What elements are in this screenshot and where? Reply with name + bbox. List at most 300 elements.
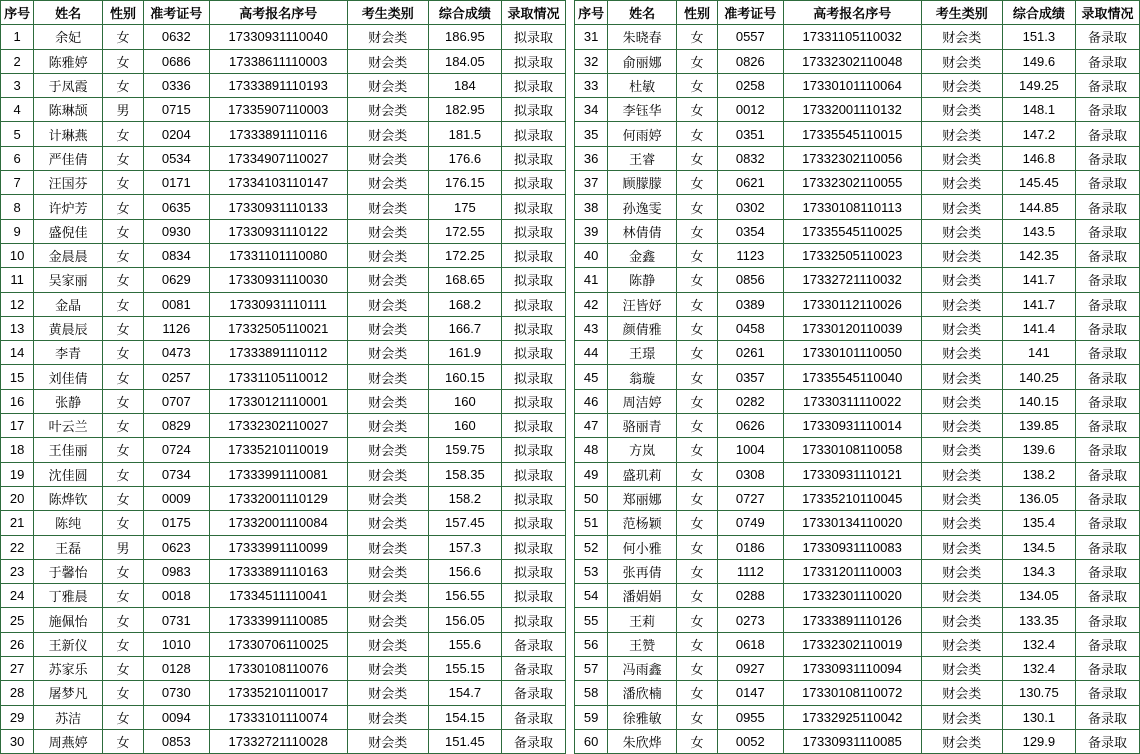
cell-gender: 男 [103, 535, 144, 559]
cell-admission-ticket: 0731 [144, 608, 210, 632]
table-row [575, 535, 1140, 559]
table-row [575, 486, 1140, 510]
cell-exam-registration-number: 17330101110050 [783, 341, 921, 365]
table-row [575, 292, 1140, 316]
cell-admission-status: 备录取 [1075, 559, 1139, 583]
table-row [1, 414, 566, 438]
cell-index: 27 [1, 657, 34, 681]
cell-admission-ticket: 0629 [144, 268, 210, 292]
cell-exam-registration-number: 17330121110001 [209, 389, 347, 413]
cell-exam-registration-number: 17335545110040 [783, 365, 921, 389]
cell-total-score: 139.85 [1002, 414, 1075, 438]
cell-candidate-category: 财会类 [921, 559, 1002, 583]
cell-exam-registration-number: 17334907110027 [209, 146, 347, 170]
cell-gender: 女 [677, 195, 718, 219]
cell-gender: 女 [103, 365, 144, 389]
cell-index: 29 [1, 705, 34, 729]
cell-admission-ticket: 0727 [718, 486, 784, 510]
cell-exam-registration-number: 17330931110083 [783, 535, 921, 559]
cell-exam-registration-number: 17330108110058 [783, 438, 921, 462]
cell-gender: 女 [677, 292, 718, 316]
column-header-exam-registration-number: 高考报名序号 [209, 1, 347, 25]
cell-name: 陈琳颉 [34, 98, 103, 122]
cell-gender: 女 [677, 171, 718, 195]
cell-exam-registration-number: 17332302110019 [783, 632, 921, 656]
cell-admission-status: 备录取 [1075, 462, 1139, 486]
cell-index: 36 [575, 146, 608, 170]
cell-admission-status: 拟录取 [501, 316, 565, 340]
cell-total-score: 166.7 [428, 316, 501, 340]
cell-exam-registration-number: 17334103110147 [209, 171, 347, 195]
cell-candidate-category: 财会类 [921, 25, 1002, 49]
cell-gender: 女 [103, 681, 144, 705]
column-header-total-score: 综合成绩 [428, 1, 501, 25]
cell-candidate-category: 财会类 [921, 268, 1002, 292]
cell-total-score: 151.45 [428, 729, 501, 753]
cell-gender: 女 [103, 705, 144, 729]
cell-admission-status: 拟录取 [501, 171, 565, 195]
cell-candidate-category: 财会类 [921, 462, 1002, 486]
cell-name: 林倩倩 [608, 219, 677, 243]
table-row [1, 486, 566, 510]
cell-total-score: 136.05 [1002, 486, 1075, 510]
cell-index: 48 [575, 438, 608, 462]
cell-candidate-category: 财会类 [921, 632, 1002, 656]
table-row [575, 511, 1140, 535]
cell-index: 58 [575, 681, 608, 705]
column-header-admission-ticket: 准考证号 [718, 1, 784, 25]
cell-name: 叶云兰 [34, 414, 103, 438]
table-row [1, 559, 566, 583]
cell-name: 屠梦凡 [34, 681, 103, 705]
cell-index: 51 [575, 511, 608, 535]
column-header-candidate-category: 考生类别 [347, 1, 428, 25]
cell-total-score: 141 [1002, 341, 1075, 365]
cell-admission-ticket: 0354 [718, 219, 784, 243]
cell-index: 28 [1, 681, 34, 705]
cell-admission-ticket: 0288 [718, 584, 784, 608]
table-row [575, 219, 1140, 243]
table-row [575, 268, 1140, 292]
cell-gender: 女 [677, 146, 718, 170]
cell-index: 55 [575, 608, 608, 632]
table-row [575, 584, 1140, 608]
cell-gender: 女 [103, 389, 144, 413]
cell-gender: 女 [677, 25, 718, 49]
cell-index: 46 [575, 389, 608, 413]
cell-name: 何小雅 [608, 535, 677, 559]
cell-gender: 女 [103, 171, 144, 195]
cell-total-score: 184.05 [428, 49, 501, 73]
cell-gender: 女 [677, 486, 718, 510]
cell-admission-status: 拟录取 [501, 559, 565, 583]
cell-name: 李钰华 [608, 98, 677, 122]
cell-name: 陈雅婷 [34, 49, 103, 73]
cell-admission-ticket: 0171 [144, 171, 210, 195]
cell-name: 徐雅敏 [608, 705, 677, 729]
cell-exam-registration-number: 17332302110055 [783, 171, 921, 195]
cell-index: 3 [1, 73, 34, 97]
cell-name: 周燕婷 [34, 729, 103, 753]
cell-admission-status: 备录取 [1075, 657, 1139, 681]
cell-gender: 女 [103, 219, 144, 243]
cell-gender: 女 [103, 414, 144, 438]
cell-index: 20 [1, 486, 34, 510]
cell-candidate-category: 财会类 [921, 316, 1002, 340]
table-row [1, 705, 566, 729]
cell-total-score: 141.7 [1002, 292, 1075, 316]
cell-name: 王佳丽 [34, 438, 103, 462]
cell-candidate-category: 财会类 [921, 608, 1002, 632]
cell-admission-status: 拟录取 [501, 414, 565, 438]
cell-exam-registration-number: 17335210110017 [209, 681, 347, 705]
cell-candidate-category: 财会类 [921, 535, 1002, 559]
cell-index: 21 [1, 511, 34, 535]
cell-index: 10 [1, 243, 34, 267]
cell-exam-registration-number: 17331105110032 [783, 25, 921, 49]
column-header-name: 姓名 [34, 1, 103, 25]
cell-exam-registration-number: 17330101110064 [783, 73, 921, 97]
cell-index: 13 [1, 316, 34, 340]
cell-total-score: 148.1 [1002, 98, 1075, 122]
cell-name: 陈静 [608, 268, 677, 292]
cell-index: 31 [575, 25, 608, 49]
cell-candidate-category: 财会类 [347, 632, 428, 656]
cell-exam-registration-number: 17330931110111 [209, 292, 347, 316]
cell-total-score: 144.85 [1002, 195, 1075, 219]
cell-admission-status: 拟录取 [501, 511, 565, 535]
cell-candidate-category: 财会类 [921, 486, 1002, 510]
cell-index: 7 [1, 171, 34, 195]
cell-exam-registration-number: 17333891110116 [209, 122, 347, 146]
cell-total-score: 161.9 [428, 341, 501, 365]
cell-gender: 女 [103, 49, 144, 73]
table-row [1, 316, 566, 340]
cell-exam-registration-number: 17331101110080 [209, 243, 347, 267]
cell-candidate-category: 财会类 [347, 316, 428, 340]
column-header-exam-registration-number: 高考报名序号 [783, 1, 921, 25]
table-row [1, 219, 566, 243]
cell-admission-status: 备录取 [501, 657, 565, 681]
cell-exam-registration-number: 17333891110193 [209, 73, 347, 97]
table-row [1, 73, 566, 97]
cell-index: 54 [575, 584, 608, 608]
table-row [575, 414, 1140, 438]
cell-exam-registration-number: 17331105110012 [209, 365, 347, 389]
cell-admission-ticket: 1123 [718, 243, 784, 267]
cell-total-score: 186.95 [428, 25, 501, 49]
table-row [1, 341, 566, 365]
cell-candidate-category: 财会类 [921, 414, 1002, 438]
cell-candidate-category: 财会类 [347, 657, 428, 681]
cell-exam-registration-number: 17334511110041 [209, 584, 347, 608]
cell-index: 56 [575, 632, 608, 656]
cell-admission-ticket: 0632 [144, 25, 210, 49]
cell-gender: 女 [677, 389, 718, 413]
cell-admission-status: 备录取 [1075, 73, 1139, 97]
table-row [575, 195, 1140, 219]
cell-gender: 女 [103, 632, 144, 656]
cell-gender: 男 [103, 98, 144, 122]
cell-candidate-category: 财会类 [347, 365, 428, 389]
cell-name: 王睿 [608, 146, 677, 170]
cell-admission-ticket: 0853 [144, 729, 210, 753]
cell-total-score: 158.35 [428, 462, 501, 486]
cell-admission-status: 备录取 [501, 705, 565, 729]
cell-gender: 女 [103, 146, 144, 170]
cell-candidate-category: 财会类 [347, 414, 428, 438]
cell-total-score: 156.05 [428, 608, 501, 632]
cell-admission-ticket: 0618 [718, 632, 784, 656]
cell-name: 王新仪 [34, 632, 103, 656]
table-row [1, 171, 566, 195]
cell-candidate-category: 财会类 [347, 122, 428, 146]
cell-gender: 女 [677, 316, 718, 340]
cell-index: 17 [1, 414, 34, 438]
cell-admission-status: 备录取 [1075, 268, 1139, 292]
cell-admission-status: 拟录取 [501, 219, 565, 243]
cell-candidate-category: 财会类 [347, 219, 428, 243]
cell-gender: 女 [103, 657, 144, 681]
cell-total-score: 134.05 [1002, 584, 1075, 608]
cell-admission-status: 备录取 [1075, 608, 1139, 632]
cell-gender: 女 [103, 729, 144, 753]
cell-admission-status: 备录取 [1075, 705, 1139, 729]
cell-gender: 女 [103, 122, 144, 146]
cell-name: 朱晓春 [608, 25, 677, 49]
cell-admission-status: 拟录取 [501, 243, 565, 267]
cell-candidate-category: 财会类 [921, 729, 1002, 753]
cell-name: 张再倩 [608, 559, 677, 583]
table-row [1, 729, 566, 753]
table-header-row [1, 1, 566, 25]
table-row [575, 316, 1140, 340]
cell-total-score: 142.35 [1002, 243, 1075, 267]
cell-exam-registration-number: 17330931110121 [783, 462, 921, 486]
table-row [575, 657, 1140, 681]
cell-exam-registration-number: 17333101110074 [209, 705, 347, 729]
table-row [575, 365, 1140, 389]
cell-total-score: 154.7 [428, 681, 501, 705]
cell-index: 43 [575, 316, 608, 340]
table-row [575, 438, 1140, 462]
cell-candidate-category: 财会类 [347, 438, 428, 462]
cell-candidate-category: 财会类 [347, 195, 428, 219]
cell-index: 45 [575, 365, 608, 389]
cell-candidate-category: 财会类 [921, 98, 1002, 122]
cell-exam-registration-number: 17330311110022 [783, 389, 921, 413]
cell-admission-status: 备录取 [1075, 171, 1139, 195]
cell-candidate-category: 财会类 [921, 122, 1002, 146]
cell-admission-status: 备录取 [1075, 389, 1139, 413]
cell-total-score: 132.4 [1002, 657, 1075, 681]
cell-name: 陈烨钦 [34, 486, 103, 510]
cell-index: 11 [1, 268, 34, 292]
column-header-name: 姓名 [608, 1, 677, 25]
cell-name: 顾朦朦 [608, 171, 677, 195]
cell-admission-ticket: 0707 [144, 389, 210, 413]
cell-admission-ticket: 0834 [144, 243, 210, 267]
cell-exam-registration-number: 17333891110163 [209, 559, 347, 583]
cell-name: 汪国芬 [34, 171, 103, 195]
cell-candidate-category: 财会类 [921, 49, 1002, 73]
cell-admission-ticket: 0186 [718, 535, 784, 559]
cell-name: 骆丽青 [608, 414, 677, 438]
cell-total-score: 168.65 [428, 268, 501, 292]
cell-admission-status: 拟录取 [501, 73, 565, 97]
cell-admission-ticket: 1010 [144, 632, 210, 656]
table-row [575, 243, 1140, 267]
cell-admission-ticket: 0389 [718, 292, 784, 316]
cell-gender: 女 [677, 438, 718, 462]
cell-admission-ticket: 0302 [718, 195, 784, 219]
table-row [1, 608, 566, 632]
cell-gender: 女 [103, 341, 144, 365]
table-row [575, 98, 1140, 122]
cell-index: 53 [575, 559, 608, 583]
cell-candidate-category: 财会类 [347, 98, 428, 122]
cell-gender: 女 [677, 243, 718, 267]
cell-candidate-category: 财会类 [921, 243, 1002, 267]
cell-gender: 女 [677, 414, 718, 438]
cell-exam-registration-number: 17332925110042 [783, 705, 921, 729]
cell-admission-ticket: 0730 [144, 681, 210, 705]
cell-exam-registration-number: 17332001110129 [209, 486, 347, 510]
cell-name: 沈佳圆 [34, 462, 103, 486]
cell-admission-ticket: 0557 [718, 25, 784, 49]
cell-admission-status: 拟录取 [501, 535, 565, 559]
cell-index: 44 [575, 341, 608, 365]
table-row [575, 171, 1140, 195]
cell-exam-registration-number: 17338611110003 [209, 49, 347, 73]
cell-admission-status: 备录取 [1075, 365, 1139, 389]
cell-admission-ticket: 0856 [718, 268, 784, 292]
cell-index: 8 [1, 195, 34, 219]
table-row [1, 243, 566, 267]
cell-index: 25 [1, 608, 34, 632]
cell-admission-status: 拟录取 [501, 608, 565, 632]
table-row [1, 49, 566, 73]
cell-candidate-category: 财会类 [347, 73, 428, 97]
cell-admission-ticket: 0832 [718, 146, 784, 170]
cell-name: 李青 [34, 341, 103, 365]
cell-total-score: 160 [428, 389, 501, 413]
cell-candidate-category: 财会类 [347, 49, 428, 73]
cell-total-score: 134.3 [1002, 559, 1075, 583]
cell-total-score: 129.9 [1002, 729, 1075, 753]
table-row [1, 584, 566, 608]
table-row [1, 146, 566, 170]
cell-candidate-category: 财会类 [347, 559, 428, 583]
cell-total-score: 139.6 [1002, 438, 1075, 462]
cell-admission-status: 拟录取 [501, 438, 565, 462]
cell-admission-status: 备录取 [1075, 25, 1139, 49]
cell-gender: 女 [677, 632, 718, 656]
cell-name: 盛玑莉 [608, 462, 677, 486]
cell-candidate-category: 财会类 [347, 511, 428, 535]
cell-name: 王磊 [34, 535, 103, 559]
cell-exam-registration-number: 17335210110045 [783, 486, 921, 510]
cell-total-score: 130.1 [1002, 705, 1075, 729]
cell-admission-status: 备录取 [1075, 219, 1139, 243]
cell-admission-status: 拟录取 [501, 98, 565, 122]
cell-index: 30 [1, 729, 34, 753]
cell-gender: 女 [103, 511, 144, 535]
cell-admission-ticket: 0829 [144, 414, 210, 438]
cell-exam-registration-number: 17330931110030 [209, 268, 347, 292]
cell-candidate-category: 财会类 [347, 146, 428, 170]
cell-candidate-category: 财会类 [347, 681, 428, 705]
cell-admission-ticket: 0052 [718, 729, 784, 753]
cell-name: 盛倪佳 [34, 219, 103, 243]
cell-gender: 女 [677, 73, 718, 97]
cell-total-score: 156.6 [428, 559, 501, 583]
column-gap [566, 0, 574, 754]
cell-admission-status: 备录取 [1075, 414, 1139, 438]
cell-name: 郑丽娜 [608, 486, 677, 510]
cell-total-score: 146.8 [1002, 146, 1075, 170]
table-row [1, 268, 566, 292]
cell-name: 余妃 [34, 25, 103, 49]
table-row [1, 535, 566, 559]
cell-index: 60 [575, 729, 608, 753]
cell-candidate-category: 财会类 [921, 365, 1002, 389]
cell-exam-registration-number: 17330120110039 [783, 316, 921, 340]
cell-exam-registration-number: 17333991110099 [209, 535, 347, 559]
cell-candidate-category: 财会类 [921, 341, 1002, 365]
cell-admission-ticket: 0282 [718, 389, 784, 413]
cell-exam-registration-number: 17330108110076 [209, 657, 347, 681]
table-row [575, 122, 1140, 146]
cell-index: 41 [575, 268, 608, 292]
cell-total-score: 143.5 [1002, 219, 1075, 243]
cell-exam-registration-number: 17335545110015 [783, 122, 921, 146]
cell-gender: 女 [103, 292, 144, 316]
cell-name: 金鑫 [608, 243, 677, 267]
cell-total-score: 155.15 [428, 657, 501, 681]
cell-admission-ticket: 0261 [718, 341, 784, 365]
cell-index: 18 [1, 438, 34, 462]
cell-candidate-category: 财会类 [347, 705, 428, 729]
cell-candidate-category: 财会类 [347, 171, 428, 195]
cell-total-score: 145.45 [1002, 171, 1075, 195]
cell-name: 俞丽娜 [608, 49, 677, 73]
cell-exam-registration-number: 17335907110003 [209, 98, 347, 122]
cell-admission-status: 备录取 [1075, 146, 1139, 170]
cell-total-score: 181.5 [428, 122, 501, 146]
cell-exam-registration-number: 17335545110025 [783, 219, 921, 243]
cell-admission-status: 备录取 [501, 632, 565, 656]
cell-name: 范杨颖 [608, 511, 677, 535]
cell-admission-ticket: 0128 [144, 657, 210, 681]
cell-exam-registration-number: 17332301110020 [783, 584, 921, 608]
cell-admission-ticket: 0204 [144, 122, 210, 146]
cell-admission-status: 拟录取 [501, 389, 565, 413]
cell-admission-ticket: 1112 [718, 559, 784, 583]
cell-admission-status: 拟录取 [501, 195, 565, 219]
cell-name: 何雨婷 [608, 122, 677, 146]
cell-exam-registration-number: 17330931110122 [209, 219, 347, 243]
cell-exam-registration-number: 17332302110027 [209, 414, 347, 438]
cell-total-score: 176.15 [428, 171, 501, 195]
cell-exam-registration-number: 17330108110113 [783, 195, 921, 219]
cell-admission-ticket: 0826 [718, 49, 784, 73]
cell-total-score: 154.15 [428, 705, 501, 729]
table-row [1, 511, 566, 535]
cell-gender: 女 [677, 608, 718, 632]
cell-name: 于馨怡 [34, 559, 103, 583]
cell-candidate-category: 财会类 [347, 389, 428, 413]
